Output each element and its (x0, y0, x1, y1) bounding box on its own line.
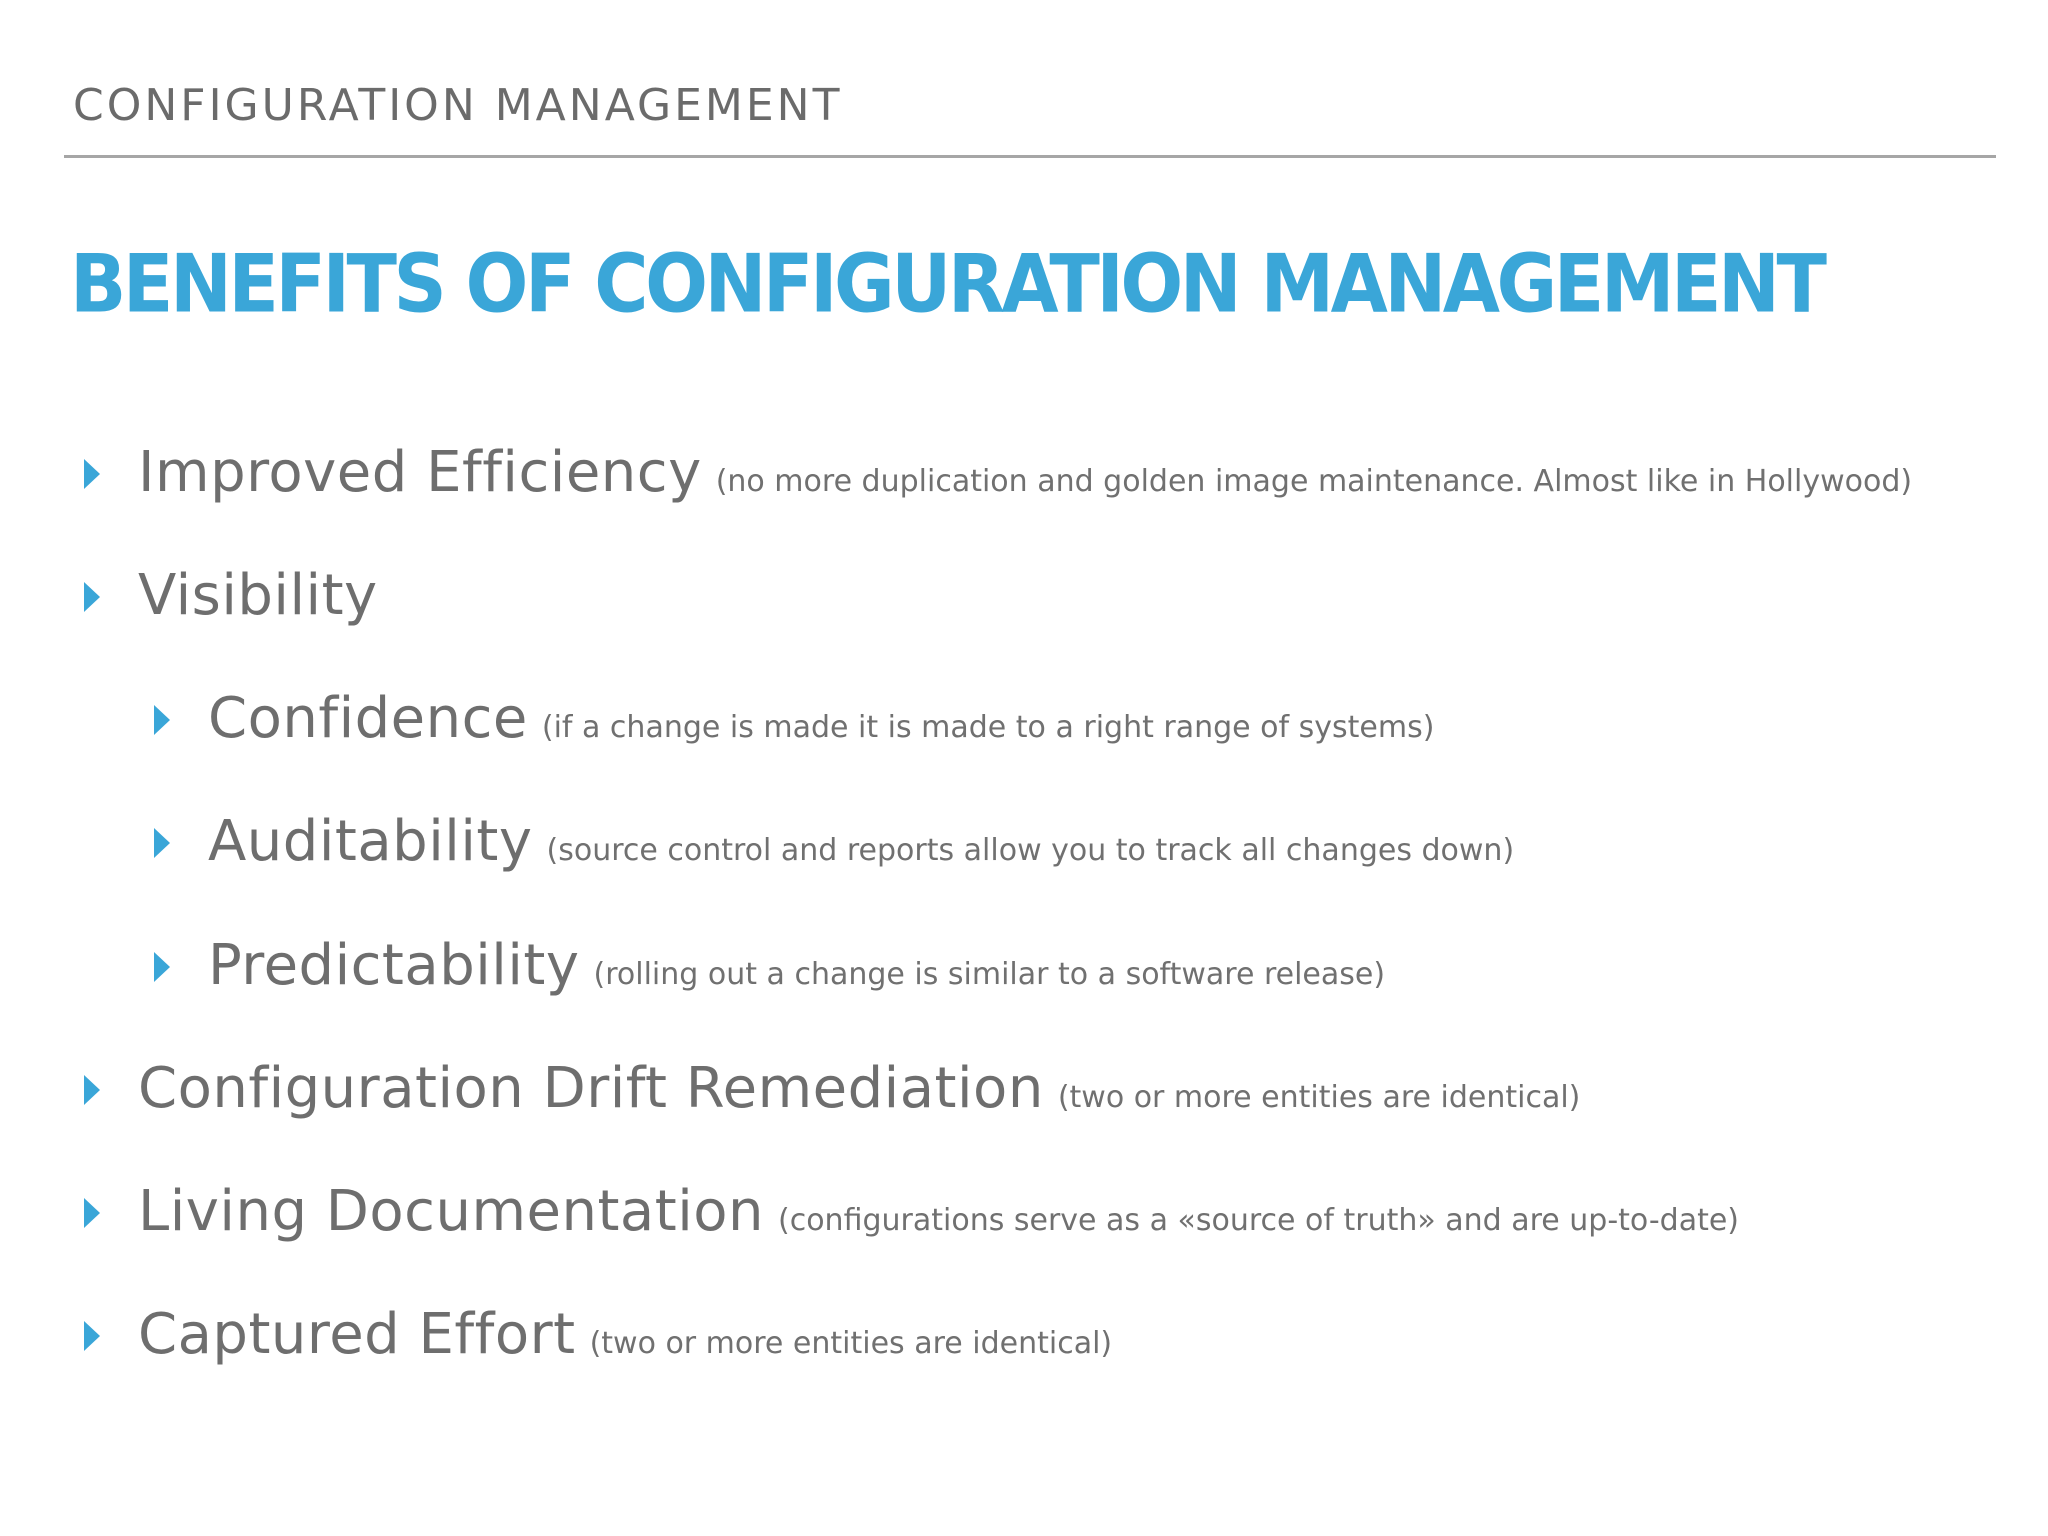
bullet-label: Living Documentation (138, 1179, 764, 1244)
triangle-right-icon (84, 1198, 100, 1228)
bullet-note: (rolling out a change is similar to a software release) (593, 957, 1386, 992)
bullet-note: (two or more entities are identical) (589, 1326, 1113, 1361)
section-header: CONFIGURATION MANAGEMENT (73, 80, 843, 131)
bullet-note: (no more duplication and golden image maintenance. Almost like in Hollywood) (715, 464, 1913, 499)
bullet-label: Predictability (208, 933, 580, 998)
bullet-note: (two or more entities are identical) (1057, 1080, 1581, 1115)
triangle-right-icon (154, 705, 170, 735)
triangle-right-icon (154, 828, 170, 858)
bullet-label: Visibility (138, 563, 378, 628)
bullet-note: (if a change is made it is made to a right range of systems) (541, 710, 1435, 745)
bullet-label: Captured Effort (138, 1302, 576, 1367)
bullet-item-predictability (154, 933, 1385, 1023)
bullet-label: Configuration Drift Remediation (138, 1056, 1044, 1121)
triangle-right-icon (84, 1321, 100, 1351)
triangle-right-icon (84, 582, 100, 612)
bullet-note: (source control and reports allow you to track all changes down) (546, 833, 1515, 868)
bullet-item-improved-efficiency (84, 440, 1912, 530)
bullet-item-confidence (154, 686, 1434, 776)
slide-title: BENEFITS OF CONFIGURATION MANAGEMENT (70, 238, 1824, 331)
bullet-item-living-documentation (84, 1179, 1739, 1269)
bullet-note: (configurations serve as a «source of truth» and are up-to-date) (778, 1203, 1740, 1238)
bullet-label: Improved Efficiency (138, 440, 702, 505)
bullet-item-captured-effort (84, 1302, 1112, 1392)
triangle-right-icon (84, 1075, 100, 1105)
bullet-item-configuration-drift-remediation (84, 1056, 1580, 1146)
triangle-right-icon (154, 952, 170, 982)
bullet-item-auditability (154, 809, 1514, 899)
bullet-label: Confidence (208, 686, 528, 751)
triangle-right-icon (84, 459, 100, 489)
bullet-item-visibility (84, 563, 392, 653)
bullet-label: Auditability (208, 809, 533, 874)
